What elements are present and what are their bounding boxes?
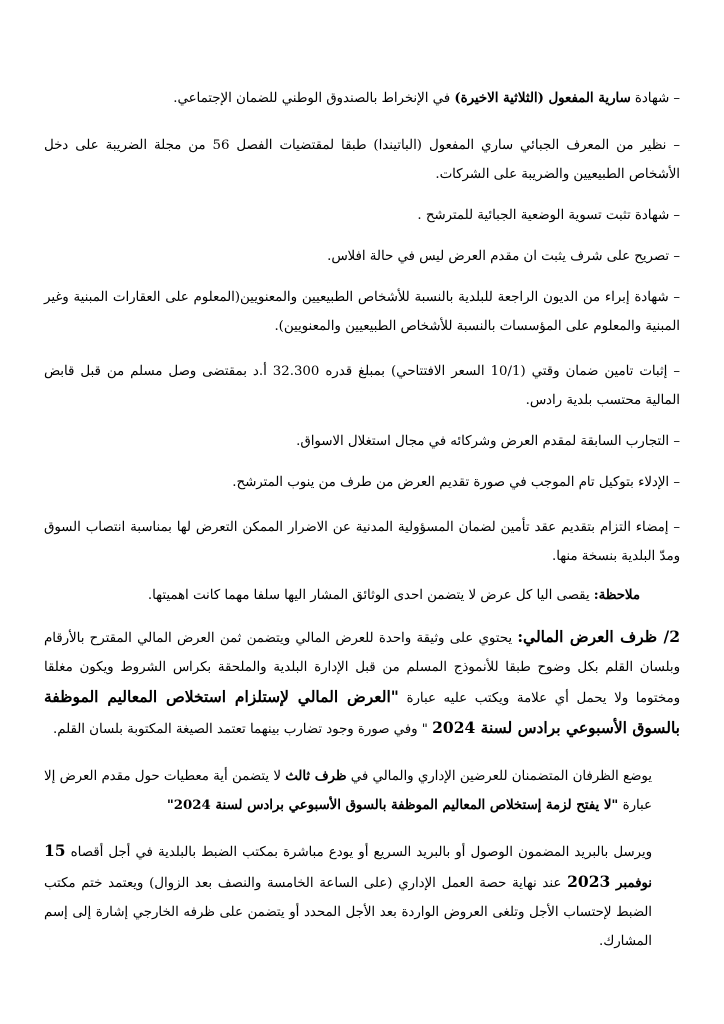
bullet-text-post: في الإنخراط بالصندوق الوطني للضمان الإجتماعي. bbox=[173, 91, 455, 106]
bullet-text: – نظير من المعرف الجبائي ساري المفعول (الباتيندا) طبقا لمقتضيات الفصل 56 من مجلة الضريبة على دخل الأشخاص الطبيعيين والضريبة على الشركات. bbox=[44, 138, 680, 182]
bullet-text: – التجارب السابقة لمقدم العرض وشركائه في مجال استغلال الاسواق. bbox=[296, 434, 680, 449]
section-heading: 2/ ظرف العرض المالي: bbox=[517, 627, 680, 646]
bullet-provisional-guarantee bbox=[44, 357, 680, 415]
document-page bbox=[44, 84, 680, 956]
envelope-quote: "لا يفتح لزمة إستخلاص المعاليم الموظفة بالسوق الأسبوعي برادس لسنة 2024" bbox=[166, 798, 619, 813]
section-quote: "العرض المالي لإستلزام استخلاص المعاليم الموظفة بالسوق الأسبوعي برادس لسنة 2024 bbox=[44, 687, 680, 737]
financial-offer-section bbox=[44, 622, 680, 744]
third-envelope-paragraph bbox=[44, 762, 680, 820]
bullet-text: – شهادة تثبت تسوية الوضعية الجبائية للمترشح . bbox=[417, 208, 680, 223]
bullet-text: – الإدلاء بتوكيل تام الموجب في صورة تقديم العرض من طرف من ينوب المترشح. bbox=[232, 475, 680, 490]
bullet-text-pre: – شهادة bbox=[630, 91, 680, 106]
section-text-end: " وفي صورة وجود تضارب بينهما تعتمد الصيغة المكتوبة بلسان القلم. bbox=[53, 722, 433, 737]
deadline-day: 15 bbox=[44, 841, 66, 860]
bullet-text: – تصريح على شرف يثبت ان مقدم العرض ليس في حالة افلاس. bbox=[327, 249, 680, 264]
bullet-social-security bbox=[44, 84, 680, 113]
bullet-previous-experience bbox=[44, 427, 680, 456]
bullet-text: – إثبات تامين ضمان وقتي (10/1 السعر الافتتاحي) بمبلغ قدره 32.300 أ.د بمقتضى وصل مسلم من قبل قابض المالية محتسب بلدية رادس. bbox=[44, 364, 680, 408]
bullet-tax-id bbox=[44, 131, 680, 189]
note-text: يقصى اليا كل عرض لا يتضمن احدى الوثائق المشار اليها سلفا مهما كانت اهميتها. bbox=[147, 588, 594, 603]
deadline-year: 2023 bbox=[567, 872, 611, 891]
delivery-paragraph bbox=[44, 836, 680, 956]
bullet-tax-clearance bbox=[44, 201, 680, 230]
delivery-text: ويرسل بالبريد المضمون الوصول أو بالبريد السريع أو يودع مباشرة بمكتب الضبط بالبلدية في أجل أقصاه bbox=[65, 845, 652, 860]
envelope-text-2: لا يتضمن أية معطيات حول مقدم العرض إلا عبارة bbox=[44, 769, 652, 813]
bullet-power-of-attorney bbox=[44, 468, 680, 497]
note-label: ملاحظة: bbox=[593, 588, 640, 603]
delivery-text-2: عند نهاية حصة العمل الإداري (على الساعة الخامسة والنصف بعد الزوال) ويعتمد ختم مكتب الضبط لإحتساب الأجل وتلغى العروض الواردة بعد الأجل المحدد أو يتضمن على ظرفه الخارجي إشارة إلى إسم المشارك. bbox=[44, 876, 652, 949]
envelope-text: يوضع الظرفان المتضمنان للعرضين الإداري والمالي في bbox=[346, 769, 652, 784]
envelope-bold: ظرف ثالث bbox=[285, 769, 347, 784]
note-paragraph bbox=[44, 581, 680, 610]
bullet-debt-clearance bbox=[44, 283, 680, 341]
bullet-text: – شهادة إبراء من الديون الراجعة للبلدية بالنسبة للأشخاص الطبيعيين والمعنويين(المعلوم على العقارات المبنية وغير المبنية والمعلوم على المؤسسات بالنسبة للأشخاص الطبيعيين والمعنويين). bbox=[44, 290, 680, 334]
bullet-bankruptcy-declaration bbox=[44, 242, 680, 271]
bullet-insurance-commitment bbox=[44, 513, 680, 571]
deadline-month: نوفمبر bbox=[616, 876, 652, 891]
bullet-text-bold: سارية المفعول (الثلاثية الاخيرة) bbox=[454, 91, 631, 106]
bullet-text: – إمضاء التزام بتقديم عقد تأمين لضمان المسؤولية المدنية عن الاضرار الممكن التعرض لها بمناسبة انتصاب السوق ومدّ البلدية بنسخة منها. bbox=[44, 520, 680, 564]
section-text: يحتوي على وثيقة واحدة للعرض المالي ويتضمن ثمن العرض المالي المقترح بالأرقام وبلسان القلم بكل وضوح طبقا للأنموذج المسلم من قبل الإدارة البلدية والملحقة بكراس الشروط ويكون مغلقا ومختوما ولا يحمل أي علامة ويكتب عليه عبارة bbox=[44, 631, 680, 706]
